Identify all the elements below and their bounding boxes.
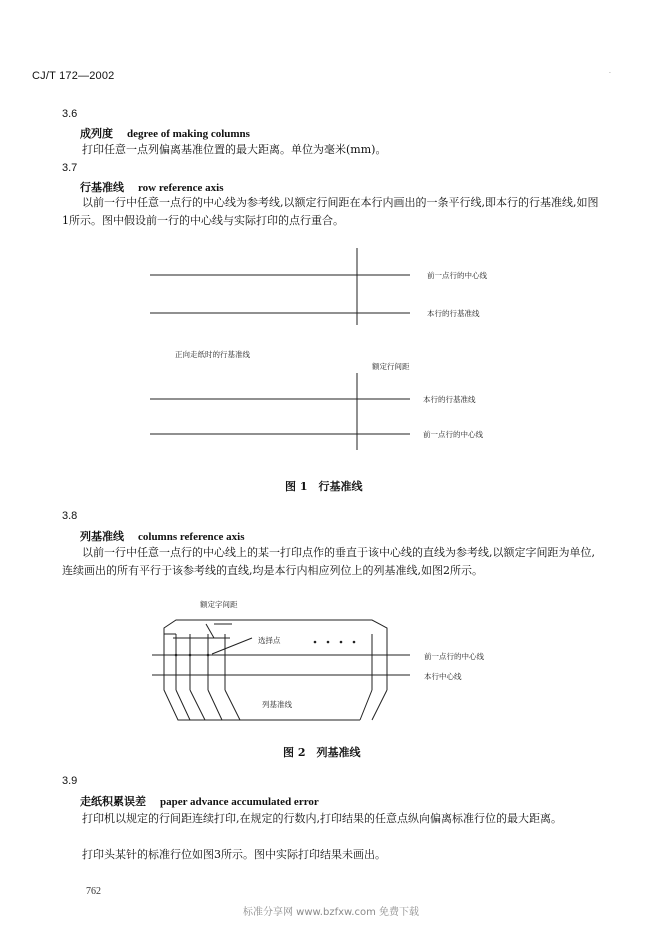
label-prev-center-bottom: 前一点行的中心线 — [423, 430, 483, 439]
term-en: degree of making columns — [127, 128, 250, 140]
term-en: paper advance accumulated error — [160, 796, 319, 808]
label-prev-center: 前一点行的中心线 — [424, 652, 484, 661]
figure-1-caption: 图 1 行基准线 — [285, 480, 363, 493]
label-row-center: 本行中心线 — [424, 672, 462, 681]
term-cn: 走纸积累误差 — [80, 795, 146, 808]
term-en: row reference axis — [138, 182, 224, 194]
section-number: 3.9 — [62, 775, 78, 787]
label-forward-feed: 正向走纸时的行基准线 — [175, 350, 250, 359]
term-heading — [80, 125, 250, 141]
term-en: columns reference axis — [138, 531, 245, 543]
figure-1 — [0, 240, 662, 500]
standard-code: CJ/T 172—2002 — [32, 70, 115, 82]
watermark: 标准分享网 www.bzfxw.com 免费下载 — [243, 907, 419, 918]
section-number: 3.6 — [62, 108, 78, 120]
paragraph: 打印任意一点列偏离基准位置的最大距离。单位为毫米(mm)。 — [82, 143, 387, 156]
term-heading — [80, 793, 319, 809]
section-number: 3.8 — [62, 510, 78, 522]
term-cn: 行基准线 — [80, 181, 124, 194]
paragraph: 打印头某针的标准行位如图3所示。图中实际打印结果未画出。 — [82, 848, 386, 861]
figure-2-caption: 图 2 列基准线 — [283, 746, 361, 759]
spacing-leader — [206, 624, 214, 638]
print-point — [340, 641, 343, 644]
label-print-point: 选择点 — [258, 636, 281, 645]
paragraph: 以前一行中任意一点行的中心线为参考线,以额定行间距在本行内画出的一条平行线,即本行的行基准线,如图1所示。图中假设前一行的中心线与实际打印的点行重合。 — [62, 196, 599, 227]
print-point — [353, 641, 356, 644]
term-cn: 成列度 — [80, 127, 113, 140]
print-point — [314, 641, 317, 644]
label-row-ref-top: 本行的行基准线 — [427, 309, 480, 318]
scan-speck: · — [609, 70, 611, 77]
label-row-ref-bottom: 本行的行基准线 — [423, 395, 476, 404]
label-col-ref: 列基准线 — [262, 700, 292, 709]
label-prev-center-top: 前一点行的中心线 — [427, 271, 487, 280]
section-number: 3.7 — [62, 162, 78, 174]
print-point — [207, 654, 210, 657]
term-heading — [80, 179, 224, 195]
term-cn: 列基准线 — [80, 530, 124, 543]
print-point — [189, 654, 192, 657]
term-heading — [80, 528, 245, 544]
page-number: 762 — [86, 886, 101, 897]
paragraph: 打印机以规定的行间距连续打印,在规定的行数内,打印结果的任意点纵向偏离标准行位的最大距离。 — [82, 812, 562, 825]
figure-2 — [0, 590, 662, 735]
label-rated-char-spacing: 额定字间距 — [200, 600, 238, 609]
print-point — [327, 641, 330, 644]
label-rated-spacing: 额定行间距 — [372, 362, 410, 371]
print-point — [175, 654, 178, 657]
print-point-leader — [212, 638, 252, 654]
paragraph: 以前一行中任意一点行的中心线上的某一打印点作的垂直于该中心线的直线为参考线,以额定字间距为单位,连续画出的所有平行于该参考线的直线,均是本行内相应列位上的列基准线,如图2所示。 — [62, 546, 595, 577]
